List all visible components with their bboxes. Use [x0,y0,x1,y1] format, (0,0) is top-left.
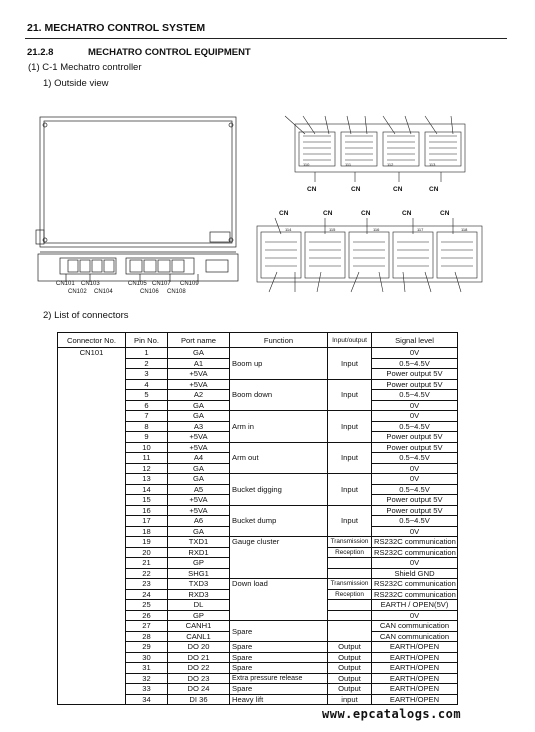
cn106-label: CN106 [140,289,159,295]
io-cell: Output [328,673,372,684]
signal-cell: RS232C communication [372,589,458,600]
pin-cell: 10 [126,442,168,453]
signal-cell: EARTH/OPEN [372,673,458,684]
pin-cell: 19 [126,537,168,548]
pin-cell: 5 [126,390,168,401]
signal-cell: Power output 5V [372,432,458,443]
function-cell: Heavy lift [230,694,328,705]
pin-cell: 4 [126,379,168,390]
pin-cell: 11 [126,453,168,464]
pin-cell: 3 [126,369,168,380]
subsection-number: 21.2.8 [27,47,54,58]
port-cell: GA [168,411,230,422]
tag-114: 114 [285,227,292,232]
port-cell: +5VA [168,495,230,506]
connector-drawing [255,112,485,297]
port-cell: A4 [168,453,230,464]
port-cell: GA [168,463,230,474]
item-controller: (1) C-1 Mechatro controller [28,62,142,73]
io-cell: Reception [328,547,372,558]
tag-112: 112 [387,162,394,167]
cn-label-bottom-1: CN [279,210,289,217]
tag-111: 111 [345,162,352,167]
section-title: 21. MECHATRO CONTROL SYSTEM [27,22,206,34]
signal-cell: EARTH/OPEN [372,642,458,653]
function-cell: Spare [230,652,328,663]
signal-cell: 0V [372,411,458,422]
port-cell: DO 24 [168,684,230,695]
cn-label-bottom-4: CN [402,210,412,217]
signal-cell: Shield GND [372,568,458,579]
signal-cell: 0.5~4.5V [372,358,458,369]
pin-cell: 23 [126,579,168,590]
signal-cell: Power output 5V [372,379,458,390]
port-cell: GA [168,348,230,359]
pin-cell: 25 [126,600,168,611]
signal-cell: Power output 5V [372,495,458,506]
port-cell: DO 23 [168,673,230,684]
signal-cell: CAN communication [372,631,458,642]
signal-cell: 0.5~4.5V [372,421,458,432]
port-cell: +5VA [168,369,230,380]
io-cell: Output [328,652,372,663]
signal-cell: 0V [372,610,458,621]
signal-cell: RS232C communication [372,579,458,590]
table-row [58,348,458,359]
port-cell: A3 [168,421,230,432]
cn103-label: CN103 [81,281,100,287]
pin-cell: 24 [126,589,168,600]
controller-outline-figure [30,112,245,297]
signal-cell: Power output 5V [372,369,458,380]
signal-cell: 0V [372,526,458,537]
cn-label-bottom-5: CN [440,210,450,217]
pin-cell: 17 [126,516,168,527]
title-rule [25,38,507,39]
io-cell: Input [328,474,372,506]
cn105-label: CN105 [128,281,147,287]
pin-cell: 21 [126,558,168,569]
header-input-output: Input/output [328,333,372,348]
pin-cell: 16 [126,505,168,516]
port-cell: GA [168,474,230,485]
port-cell: DO 20 [168,642,230,653]
function-cell: Extra pressure release [230,673,328,684]
io-cell: Transmission [328,579,372,590]
cn101-label: CN101 [56,281,75,287]
port-cell: DL [168,600,230,611]
io-cell: Input [328,505,372,537]
tag-115: 115 [329,227,336,232]
tag-110: 110 [303,162,310,167]
signal-cell: EARTH/OPEN [372,694,458,705]
signal-cell: 0.5~4.5V [372,484,458,495]
controller-drawing [30,112,245,297]
pin-cell: 28 [126,631,168,642]
cn102-label: CN102 [68,289,87,295]
pin-cell: 18 [126,526,168,537]
io-cell [328,568,372,579]
function-cell: Arm in [230,411,328,443]
signal-cell: 0.5~4.5V [372,453,458,464]
pin-cell: 27 [126,621,168,632]
table-header-row [58,333,458,348]
pin-cell: 1 [126,348,168,359]
port-cell: GA [168,526,230,537]
io-cell [328,600,372,611]
function-cell: Down load [230,579,328,621]
header-pin-no: Pin No. [126,333,168,348]
tag-116: 116 [373,227,380,232]
connector-table [57,332,458,705]
port-cell: A6 [168,516,230,527]
io-cell [328,558,372,569]
port-cell: +5VA [168,442,230,453]
signal-cell: Power output 5V [372,442,458,453]
port-cell: +5VA [168,379,230,390]
cn-label-bottom-3: CN [361,210,371,217]
pin-cell: 30 [126,652,168,663]
signal-cell: 0V [372,474,458,485]
function-cell: Bucket dump [230,505,328,537]
signal-cell: EARTH/OPEN [372,684,458,695]
pin-cell: 12 [126,463,168,474]
signal-cell: CAN communication [372,621,458,632]
item-outside-view: 1) Outside view [43,78,109,89]
pin-cell: 9 [126,432,168,443]
tag-118: 118 [461,227,468,232]
port-cell: DI 36 [168,694,230,705]
signal-cell: EARTH/OPEN [372,663,458,674]
port-cell: TXD3 [168,579,230,590]
pin-cell: 15 [126,495,168,506]
signal-cell: EARTH / OPEN(5V) [372,600,458,611]
port-cell: GA [168,400,230,411]
cn-label-bottom-2: CN [323,210,333,217]
signal-cell: 0V [372,558,458,569]
port-cell: A2 [168,390,230,401]
signal-cell: 0.5~4.5V [372,516,458,527]
signal-cell: EARTH/OPEN [372,652,458,663]
port-cell: CANH1 [168,621,230,632]
subsection-title: MECHATRO CONTROL EQUIPMENT [88,47,251,58]
connector-detail-figure [255,112,485,297]
port-cell: +5VA [168,432,230,443]
pin-cell: 33 [126,684,168,695]
cn-label-top-1: CN [307,186,317,193]
connector-cell: CN101 [58,348,126,705]
cn109-label: CN109 [180,281,199,287]
pin-cell: 14 [126,484,168,495]
pin-cell: 20 [126,547,168,558]
io-cell: Reception [328,589,372,600]
cn108-label: CN108 [167,289,186,295]
port-cell: +5VA [168,505,230,516]
io-cell: Output [328,663,372,674]
cn-label-top-4: CN [429,186,439,193]
tag-113: 113 [429,162,436,167]
function-cell: Spare [230,684,328,695]
cn107-label: CN107 [152,281,171,287]
header-function: Function [230,333,328,348]
io-cell: Input [328,411,372,443]
signal-cell: RS232C communication [372,537,458,548]
pin-cell: 6 [126,400,168,411]
watermark: www.epcatalogs.com [322,707,462,721]
pin-cell: 22 [126,568,168,579]
function-cell: Spare [230,642,328,653]
cn104-label: CN104 [94,289,113,295]
pin-cell: 7 [126,411,168,422]
function-cell: Spare [230,621,328,642]
io-cell [328,621,372,642]
port-cell: RXD1 [168,547,230,558]
io-cell [328,610,372,621]
header-connector-no: Connector No. [58,333,126,348]
pin-cell: 31 [126,663,168,674]
function-cell: Bucket digging [230,474,328,506]
pin-cell: 34 [126,694,168,705]
signal-cell: 0V [372,463,458,474]
pin-cell: 29 [126,642,168,653]
io-cell: Input [328,442,372,474]
pin-cell: 26 [126,610,168,621]
io-cell: Output [328,642,372,653]
port-cell: DO 22 [168,663,230,674]
pin-cell: 2 [126,358,168,369]
port-cell: RXD3 [168,589,230,600]
io-cell: input [328,694,372,705]
signal-cell: Power output 5V [372,505,458,516]
item-list-of-connectors: 2) List of connectors [43,310,129,321]
cn-label-top-3: CN [393,186,403,193]
signal-cell: 0.5~4.5V [372,390,458,401]
port-cell: A1 [168,358,230,369]
io-cell: Input [328,379,372,411]
header-signal-level: Signal level [372,333,458,348]
signal-cell: 0V [372,400,458,411]
port-cell: A5 [168,484,230,495]
tag-117: 117 [417,227,424,232]
io-cell: Transmission [328,537,372,548]
signal-cell: RS232C communication [372,547,458,558]
function-cell: Boom up [230,348,328,380]
function-cell: Boom down [230,379,328,411]
port-cell: TXD1 [168,537,230,548]
port-cell: CANL1 [168,631,230,642]
io-cell: Output [328,684,372,695]
cn-label-top-2: CN [351,186,361,193]
function-cell: Spare [230,663,328,674]
io-cell: Input [328,348,372,380]
pin-cell: 13 [126,474,168,485]
function-cell: Gauge cluster [230,537,328,579]
signal-cell: 0V [372,348,458,359]
function-cell: Arm out [230,442,328,474]
pin-cell: 32 [126,673,168,684]
port-cell: GP [168,558,230,569]
header-port-name: Port name [168,333,230,348]
port-cell: SHG1 [168,568,230,579]
pin-cell: 8 [126,421,168,432]
port-cell: GP [168,610,230,621]
port-cell: DO 21 [168,652,230,663]
